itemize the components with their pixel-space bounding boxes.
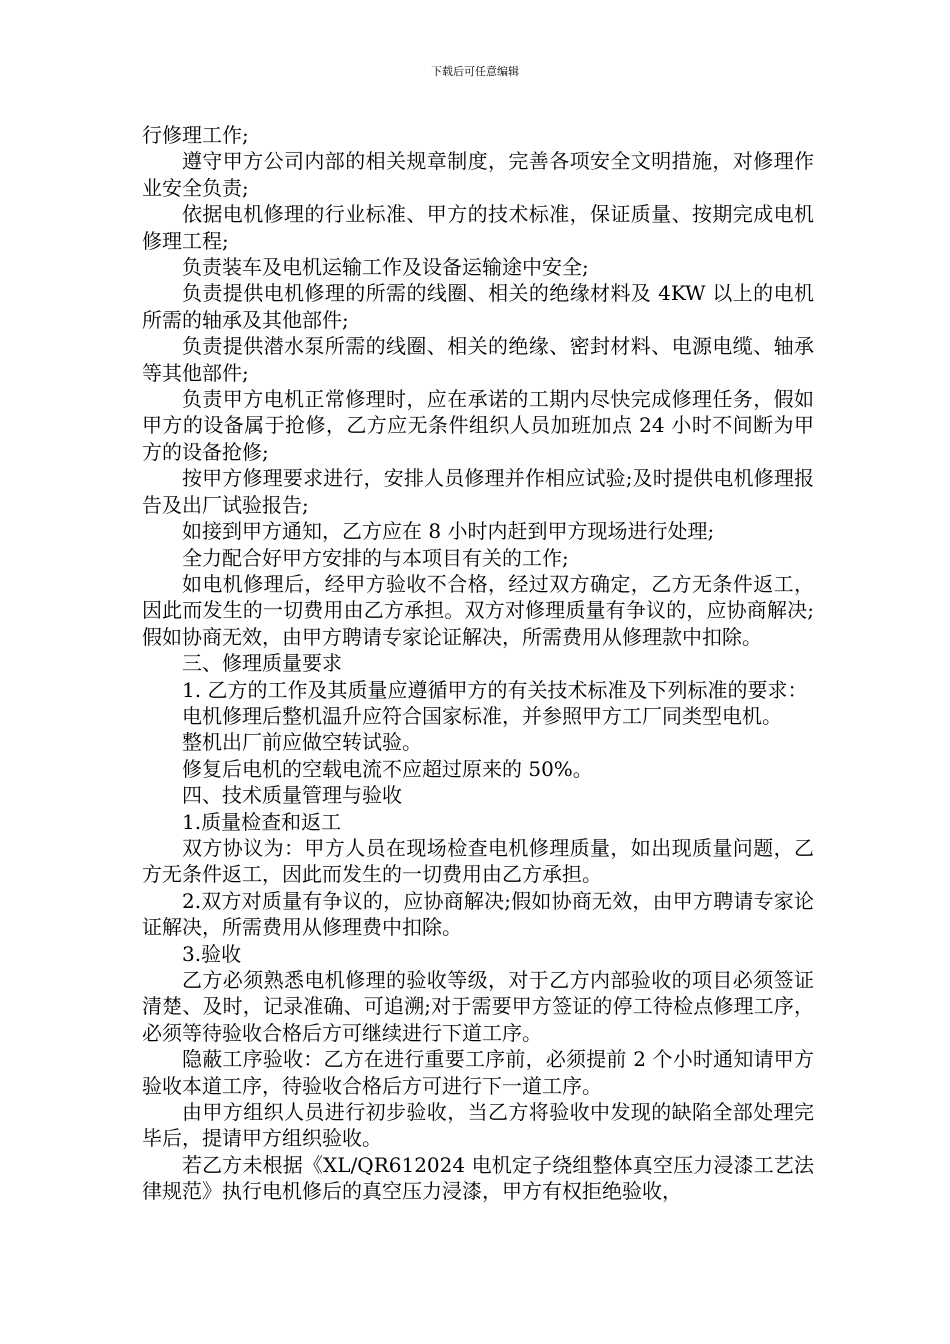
paragraph: 电机修理后整机温升应符合国家标准，并参照甲方工厂同类型电机。 (182, 703, 782, 728)
paragraph: 按甲方修理要求进行，安排人员修理并作相应试验;及时提供电机修理报告及出厂试验报告; (142, 466, 814, 517)
paragraph: 负责装车及电机运输工作及设备运输途中安全; (182, 255, 589, 280)
paragraph: 如电机修理后，经甲方验收不合格，经过双方确定，乙方无条件返工，因此而发生的一切费用由乙方承担。双方对修理质量有争议的，应协商解决;假如协商无效，由甲方聘请专家论证解决，所需费用从修理款中扣除。 (142, 571, 814, 649)
paragraph: 1. 乙方的工作及其质量应遵循甲方的有关技术标准及下列标准的要求： (182, 677, 808, 702)
paragraph: 双方协议为：甲方人员在现场检查电机修理质量，如出现质量问题，乙方无条件返工，因此而发生的一切费用由乙方承担。 (142, 835, 814, 887)
paragraph: 若乙方未根据《XL/QR612024 电机定子绕组整体真空压力浸漆工艺法律规范》执行电机修后的真空压力浸漆，甲方有权拒绝验收， (142, 1152, 814, 1204)
paragraph: 全力配合好甲方安排的与本项目有关的工作; (182, 545, 569, 570)
paragraph: 如接到甲方通知，乙方应在 8 小时内赶到甲方现场进行处理; (182, 519, 715, 544)
section-heading: 三、修理质量要求 (182, 651, 342, 676)
paragraph: 2.双方对质量有争议的，应协商解决;假如协商无效，由甲方聘请专家论证解决，所需费用从修理费中扣除。 (142, 888, 814, 940)
subsection-heading: 1.质量检查和返工 (182, 809, 342, 834)
paragraph: 负责甲方电机正常修理时，应在承诺的工期内尽快完成修理任务，假如甲方的设备属于抢修，乙方应无条件组织人员加班加点 24 小时不间断为甲方的设备抢修; (142, 387, 814, 464)
paragraph: 隐蔽工序验收：乙方在进行重要工序前，必须提前 2 个小时通知请甲方验收本道工序，待验收合格后方可进行下一道工序。 (142, 1047, 814, 1098)
paragraph: 负责提供潜水泵所需的线圈、相关的绝缘、密封材料、电源电缆、轴承等其他部件; (142, 334, 814, 385)
paragraph: 遵守甲方公司内部的相关规章制度，完善各项安全文明措施，对修理作业安全负责; (142, 149, 814, 200)
paragraph: 由甲方组织人员进行初步验收，当乙方将验收中发现的缺陷全部处理完毕后，提请甲方组织验收。 (142, 1100, 814, 1151)
paragraph: 乙方必须熟悉电机修理的验收等级，对于乙方内部验收的项目必须签证清楚、及时，记录准确、可追溯;对于需要甲方签证的停工待检点修理工序，必须等待验收合格后方可继续进行下道工序。 (142, 968, 814, 1045)
paragraph: 行修理工作; (142, 123, 249, 147)
paragraph: 整机出厂前应做空转试验。 (182, 730, 422, 755)
section-heading: 四、技术质量管理与验收 (182, 783, 402, 808)
paragraph: 依据电机修理的行业标准、甲方的技术标准，保证质量、按期完成电机修理工程; (142, 202, 814, 253)
paragraph: 修复后电机的空载电流不应超过原来的 50%。 (182, 756, 593, 781)
subsection-heading: 3.验收 (182, 941, 242, 966)
page-header: 下载后可任意编辑 (431, 65, 519, 78)
document-body (142, 122, 814, 1205)
paragraph: 负责提供电机修理的所需的线圈、相关的绝缘材料及 4KW 以上的电机所需的轴承及其他部件; (142, 281, 814, 332)
